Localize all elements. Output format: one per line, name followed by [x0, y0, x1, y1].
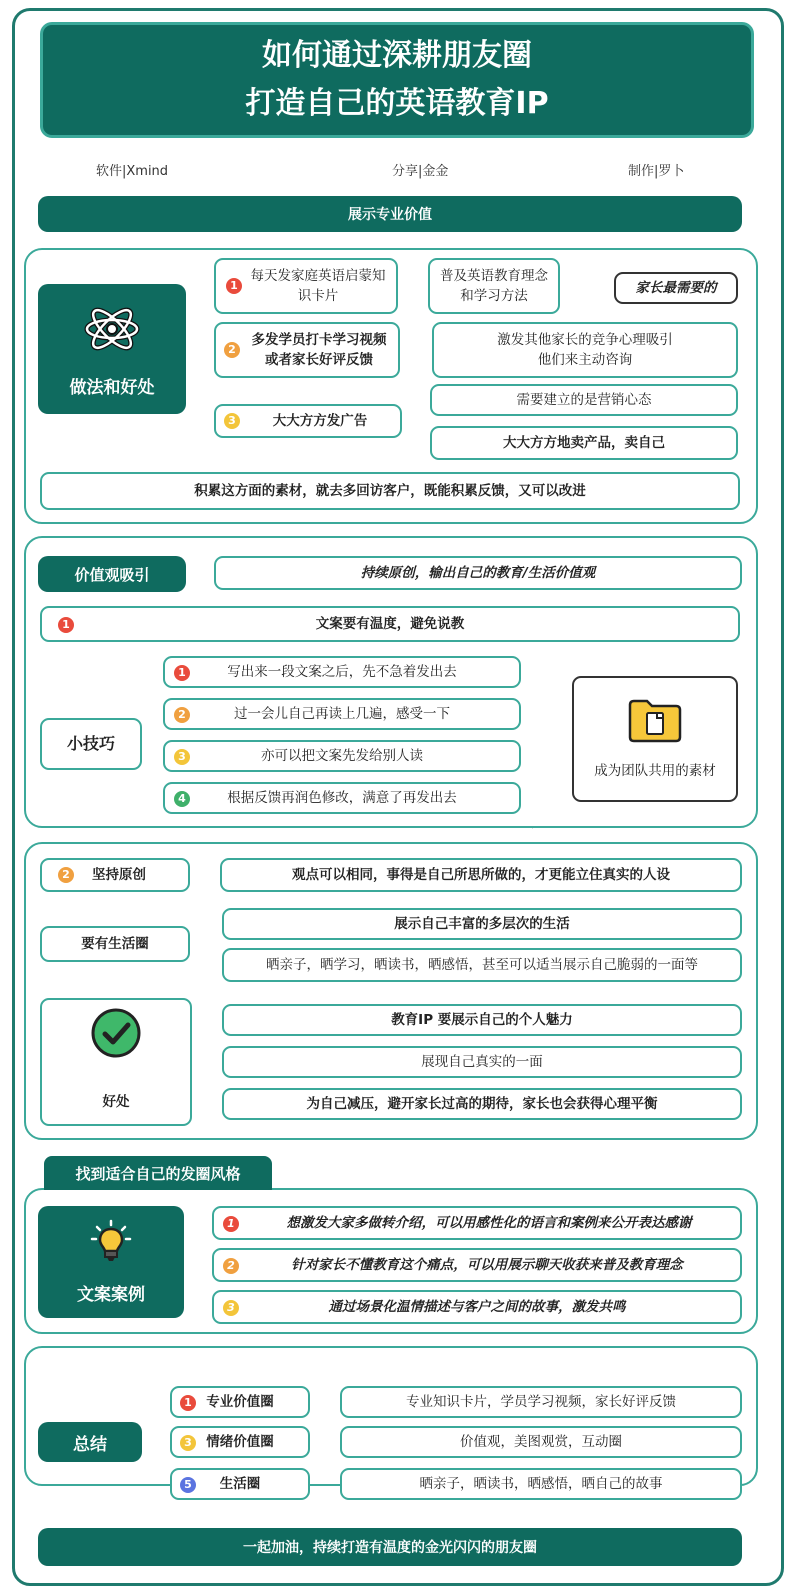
- number-badge: 4: [174, 791, 190, 807]
- s1-item2: [214, 322, 400, 378]
- s2-tip4-text: 根据反馈再润色修改，满意了再发出去: [227, 790, 457, 806]
- s1-item1: [214, 258, 398, 314]
- s1-footer: 积累这方面的素材，就去多回访客户，既能积累反馈，又可以改进: [40, 472, 740, 510]
- section4-root: [38, 1206, 184, 1318]
- s2-tip1-text: 写出来一段文案之后，先不急着发出去: [227, 664, 457, 680]
- number-badge: 3: [223, 1300, 239, 1316]
- s1-item1-sub: [428, 258, 560, 314]
- number-badge: 1: [174, 665, 190, 681]
- lightbulb-icon: [89, 1219, 133, 1268]
- s2-point1-text: 文案要有温度，避免说教: [315, 616, 465, 632]
- section2-root: 价值观吸引: [38, 556, 186, 592]
- section1-root: [38, 284, 186, 414]
- number-badge: 3: [180, 1435, 196, 1451]
- title-line2: 打造自己的英语教育IP: [245, 86, 549, 121]
- number-badge: 2: [174, 707, 190, 723]
- s1-item2-sub: [432, 322, 738, 378]
- section4-root-label: 文案案例: [77, 1285, 145, 1305]
- s4-item1-text: 想激发大家多做转介绍，可以用感性化的语言和案例来公开表达感谢: [286, 1215, 692, 1231]
- s5-item2-text: 价值观，美图观赏，互动圈: [340, 1426, 742, 1458]
- section4-tab: 找到适合自己的发圈风格: [44, 1156, 272, 1190]
- s5-item1: [170, 1386, 310, 1418]
- number-badge: 1: [180, 1395, 196, 1411]
- s2-tips-root: 小技巧: [40, 718, 142, 770]
- s4-item2-text: 针对家长不懂教育这个痛点，可以用展示聊天收获来普及教育理念: [291, 1257, 683, 1273]
- s1-note: 家长最需要的: [614, 272, 738, 304]
- section1-banner: 展示专业价值: [38, 196, 742, 232]
- s5-item1-label: 专业价值圈: [206, 1394, 274, 1410]
- s3-life: 要有生活圈: [40, 926, 190, 962]
- checkmark-icon: [89, 1006, 143, 1066]
- number-badge: 3: [224, 413, 240, 429]
- s2-tip3-text: 亦可以把文案先发给别人读: [261, 748, 423, 764]
- section1-root-label: 做法和好处: [69, 378, 155, 398]
- s1-item2-sub-text: 激发其他家长的竞争心理吸引他们来主动咨询: [497, 332, 673, 368]
- s1-item2-text: 多发学员打卡学习视频或者家长好评反馈: [251, 332, 387, 368]
- title-line1: 如何通过深耕朋友圈: [262, 38, 532, 73]
- number-badge: 2: [224, 342, 240, 358]
- s2-root-text: 持续原创，输出自己的教育/生活价值观: [214, 556, 742, 590]
- number-badge: 2: [58, 867, 74, 883]
- s2-tip3: [163, 740, 521, 772]
- s3-orig-label: 坚持原创: [92, 867, 146, 883]
- s5-item1-text: 专业知识卡片，学员学习视频，家长好评反馈: [340, 1386, 742, 1418]
- title-box: [40, 22, 754, 138]
- number-badge: 5: [180, 1477, 196, 1493]
- s3-life-item1: 展示自己丰富的多层次的生活: [222, 908, 742, 940]
- s2-tip4: [163, 782, 521, 814]
- s1-item3-text: 大大方方发广告: [272, 413, 368, 429]
- section5-root: 总结: [38, 1422, 142, 1462]
- number-badge: 3: [174, 749, 190, 765]
- software-credit: 软件|Xmind: [96, 164, 169, 179]
- s3-benefit-label: 好处: [102, 1094, 130, 1110]
- atom-icon: [83, 300, 141, 363]
- number-badge: 1: [223, 1216, 239, 1232]
- s1-item3: [214, 404, 402, 438]
- s5-item3: [170, 1468, 310, 1500]
- share-credit: 分享|金金: [392, 164, 449, 179]
- s1-item1-text: 每天发家庭英语启蒙知识卡片: [250, 268, 386, 304]
- folder-icon: [627, 697, 683, 749]
- s2-point1: [40, 606, 740, 642]
- s5-item3-label: 生活圈: [219, 1476, 261, 1492]
- s3-benefit-item1: 教育IP 要展示自己的个人魅力: [222, 1004, 742, 1036]
- number-badge: 1: [226, 278, 242, 294]
- number-badge: 2: [223, 1258, 239, 1274]
- s2-tips-result: [572, 676, 738, 802]
- s2-tip2: [163, 698, 521, 730]
- s4-item3: [212, 1290, 742, 1324]
- s1-item3-sub2: 大大方方地卖产品，卖自己: [430, 426, 738, 460]
- footer-banner: 一起加油，持续打造有温度的金光闪闪的朋友圈: [38, 1528, 742, 1566]
- s2-tip1: [163, 656, 521, 688]
- s1-item3-sub1: 需要建立的是营销心态: [430, 384, 738, 416]
- s3-benefit-item2: 展现自己真实的一面: [222, 1046, 742, 1078]
- s3-benefit: [40, 998, 192, 1126]
- s2-tip2-text: 过一会儿自己再读上几遍，感受一下: [234, 706, 450, 722]
- s5-item2-label: 情绪价值圈: [206, 1434, 274, 1450]
- s5-item2: [170, 1426, 310, 1458]
- s2-tips-result-text: 成为团队共用的素材: [594, 763, 716, 779]
- s4-item2: [212, 1248, 742, 1282]
- maker-credit: 制作|罗卜: [628, 164, 685, 179]
- s3-orig-text: 观点可以相同，事得是自己所思所做的，才更能立住真实的人设: [220, 858, 742, 892]
- s3-orig: [40, 858, 190, 892]
- s3-benefit-item3: 为自己减压，避开家长过高的期待，家长也会获得心理平衡: [222, 1088, 742, 1120]
- s4-item3-text: 通过场景化温情描述与客户之间的故事，激发共鸣: [328, 1299, 626, 1315]
- number-badge: 1: [58, 617, 74, 633]
- s3-life-item2: 晒亲子，晒学习，晒读书，晒感悟，甚至可以适当展示自己脆弱的一面等: [222, 948, 742, 982]
- s4-item1: [212, 1206, 742, 1240]
- s1-item1-sub-text: 普及英语教育理念和学习方法: [440, 268, 548, 304]
- s5-item3-text: 晒亲子，晒读书，晒感悟，晒自己的故事: [340, 1468, 742, 1500]
